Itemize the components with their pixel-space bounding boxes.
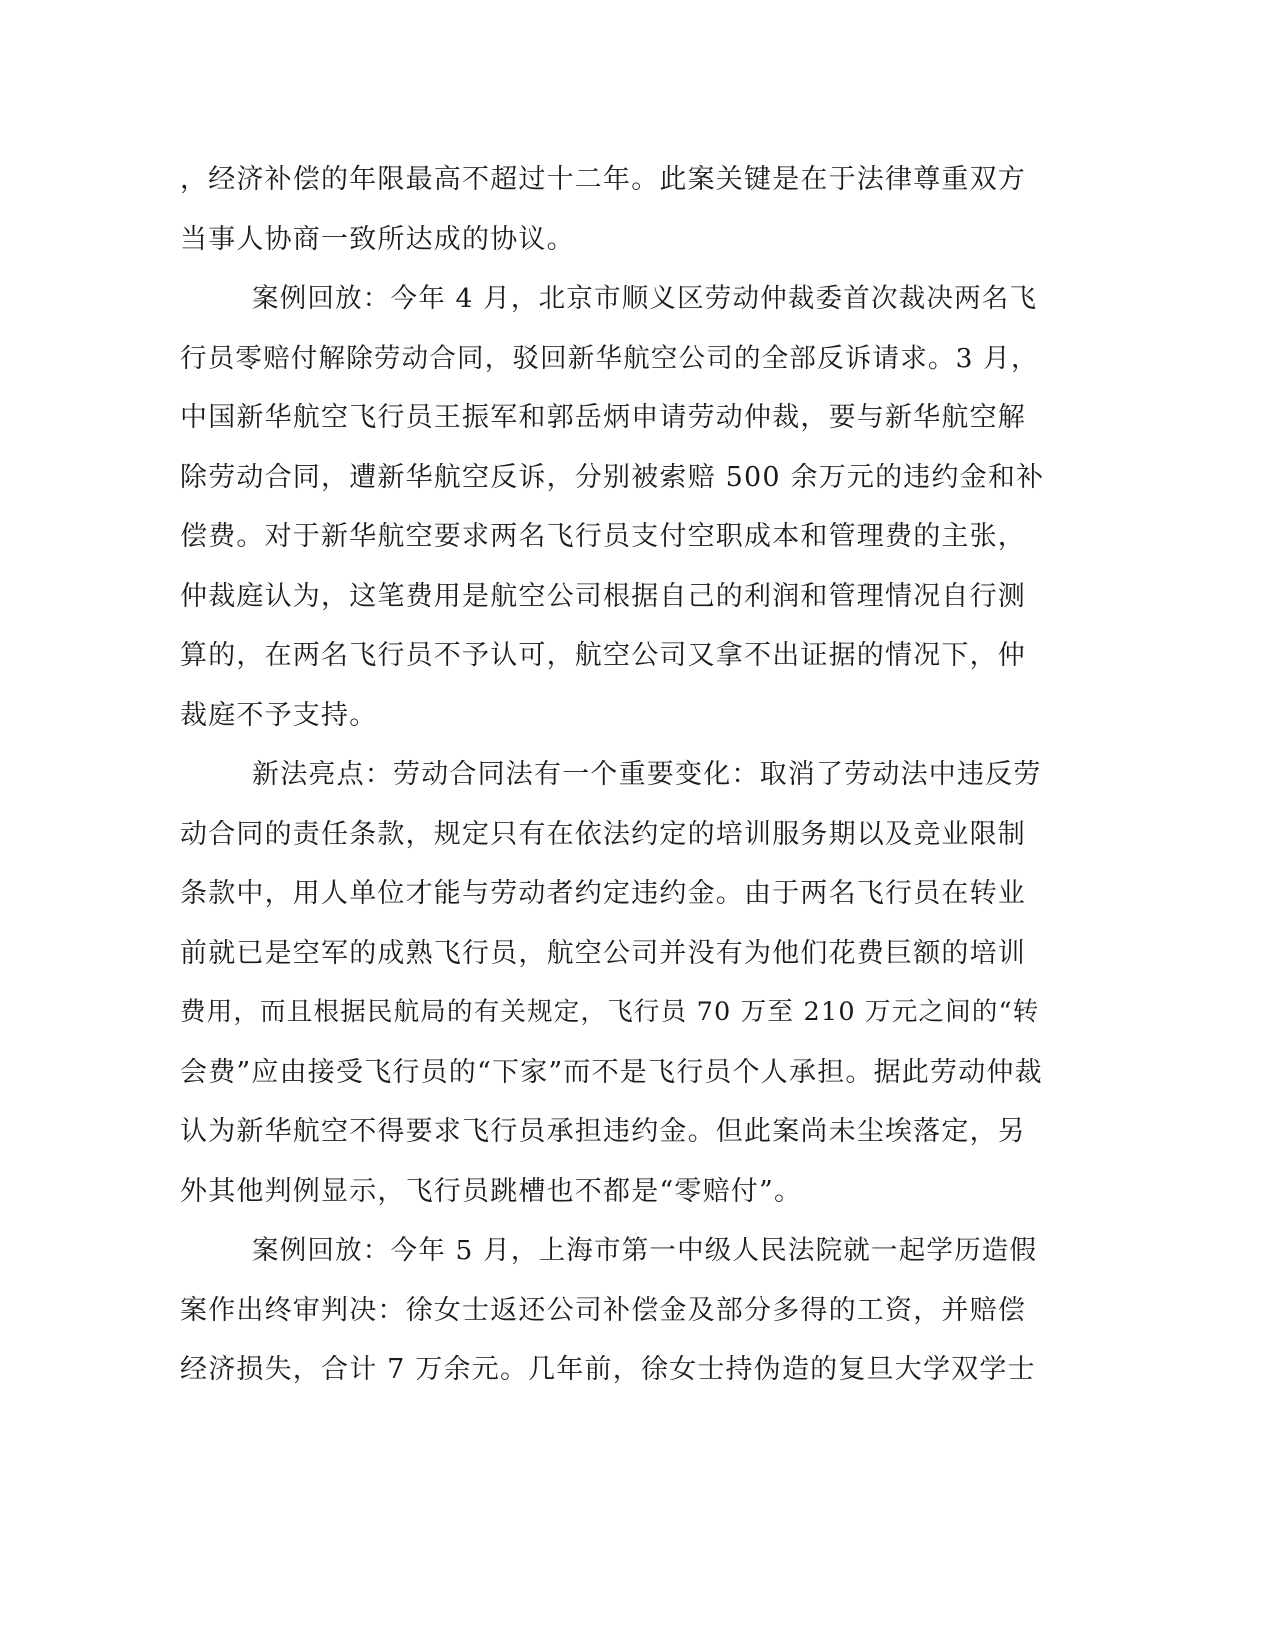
paragraph-1 [180, 150, 1050, 269]
text-line: 案例回放：今年 4 月，北京市顺义区劳动仲裁委首次裁决两名飞 [252, 283, 1038, 314]
text-line: 当事人协商一致所达成的协议。 [180, 223, 575, 255]
text-line: 偿费。对于新华航空要求两名飞行员支付空职成本和管理费的主张， [180, 521, 1026, 552]
document-body [180, 150, 1050, 1400]
text-line: ，经济补偿的年限最高不超过十二年。此案关键是在于法律尊重双方 [180, 164, 1026, 195]
text-line: 案例回放：今年 5 月，上海市第一中级人民法院就一起学历造假 [252, 1235, 1038, 1266]
text-line: 算的，在两名飞行员不予认可，航空公司又拿不出证据的情况下，仲 [180, 640, 1026, 671]
paragraph-3 [180, 745, 1050, 1221]
text-line: 新法亮点：劳动合同法有一个重要变化：取消了劳动法中违反劳 [252, 759, 1042, 790]
paragraph-2 [180, 269, 1050, 745]
text-line: 认为新华航空不得要求飞行员承担违约金。但此案尚未尘埃落定，另 [180, 1116, 1026, 1147]
text-line: 裁庭不予支持。 [180, 699, 378, 731]
text-line: 仲裁庭认为，这笔费用是航空公司根据自己的利润和管理情况自行测 [180, 580, 1026, 612]
paragraph-4 [180, 1221, 1050, 1400]
text-line: 外其他判例显示，飞行员跳槽也不都是“零赔付”。 [180, 1175, 803, 1207]
text-line: 经济损失，合计 7 万余元。几年前，徐女士持伪造的复旦大学双学士 [180, 1354, 1036, 1385]
text-line: 会费”应由接受飞行员的“下家”而不是飞行员个人承担。据此劳动仲裁 [180, 1056, 1043, 1088]
text-line: 条款中，用人单位才能与劳动者约定违约金。由于两名飞行员在转业 [180, 878, 1026, 909]
text-line: 行员零赔付解除劳动合同，驳回新华航空公司的全部反诉请求。3 月， [180, 342, 1039, 374]
text-line: 除劳动合同，遭新华航空反诉，分别被索赔 500 余万元的违约金和补 [180, 461, 1045, 493]
text-line: 前就已是空军的成熟飞行员，航空公司并没有为他们花费巨额的培训 [180, 937, 1026, 969]
text-line: 费用，而且根据民航局的有关规定，飞行员 70 万至 210 万元之间的“转 [180, 997, 1040, 1027]
text-line: 案作出终审判决：徐女士返还公司补偿金及部分多得的工资，并赔偿 [180, 1294, 1026, 1326]
text-line: 动合同的责任条款，规定只有在依法约定的培训服务期以及竞业限制 [180, 818, 1026, 850]
text-line: 中国新华航空飞行员王振军和郭岳炳申请劳动仲裁，要与新华航空解 [180, 402, 1026, 433]
